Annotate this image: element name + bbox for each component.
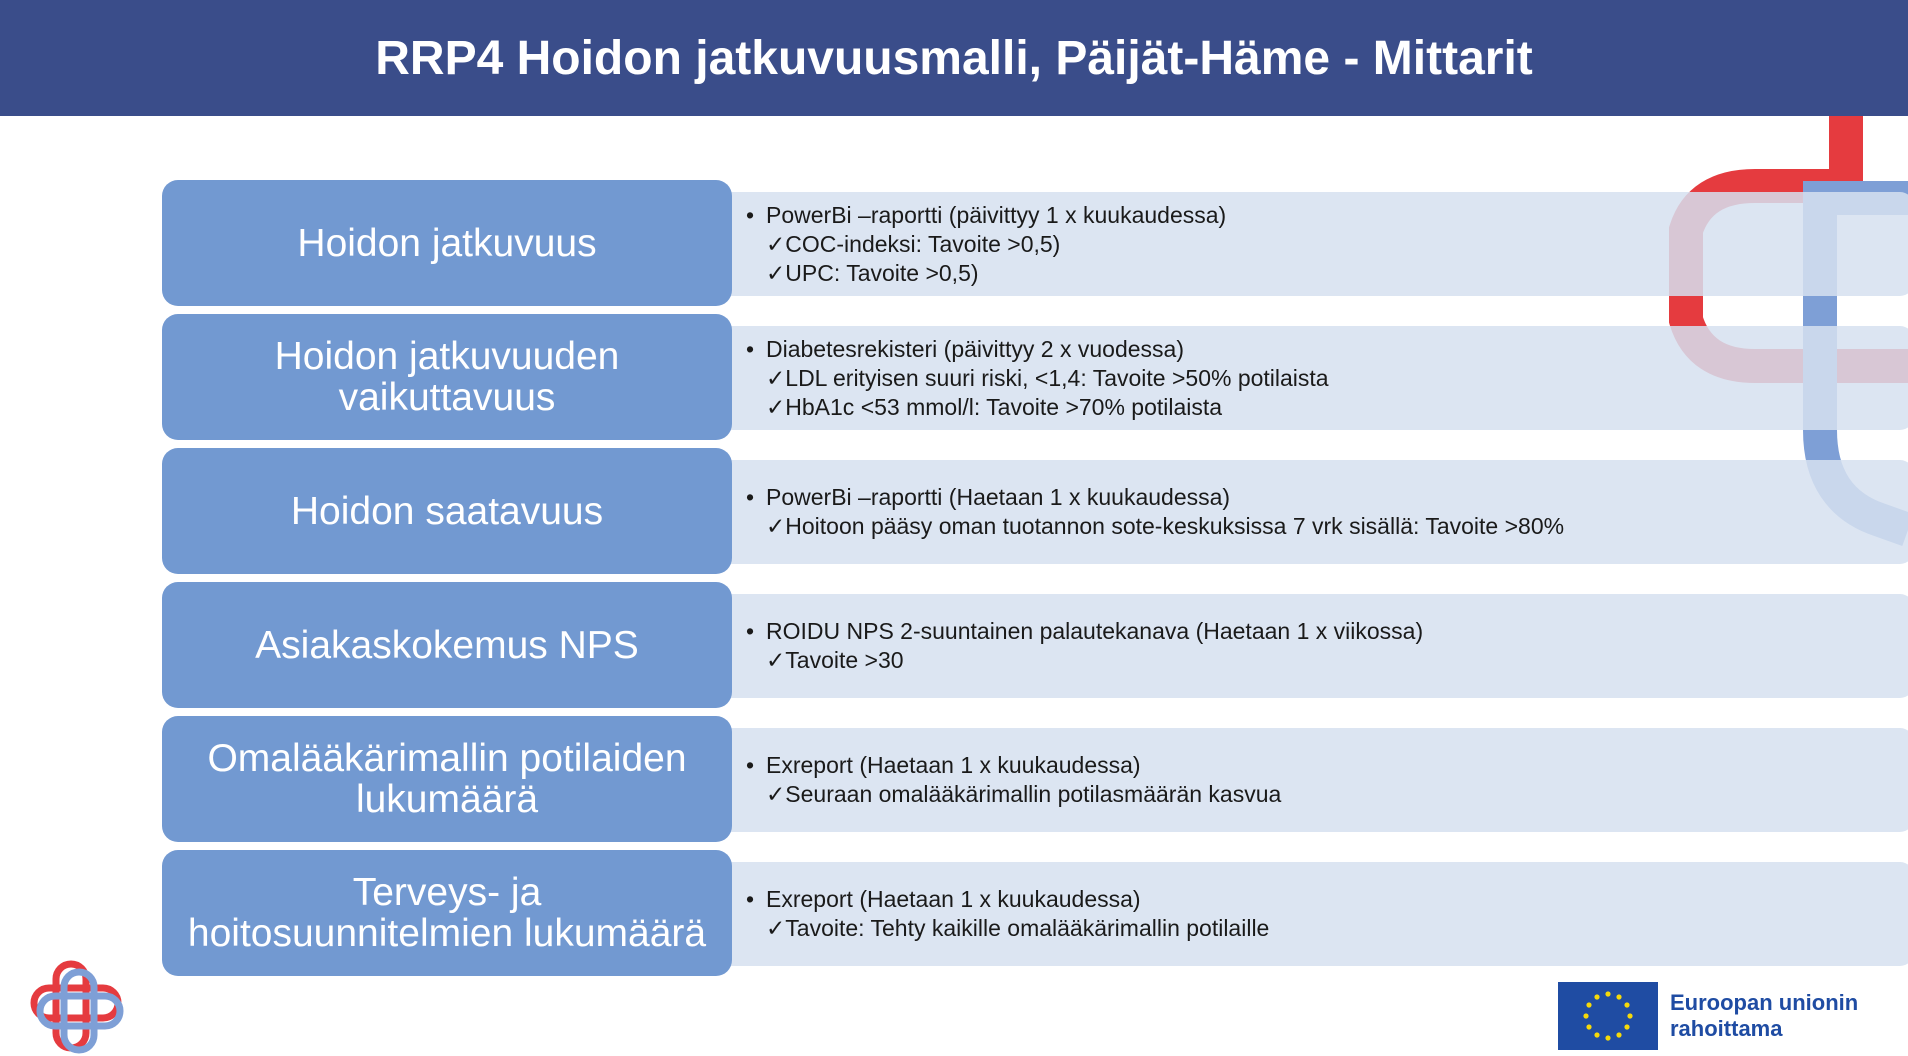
metric-detail (724, 460, 1908, 564)
page-title: RRP4 Hoidon jatkuvuusmalli, Päijät-Häme - Mittarit (375, 31, 1533, 85)
eu-flag-icon (1558, 982, 1658, 1050)
metric-label: Hoidon saatavuus (162, 448, 732, 574)
metric-detail (724, 594, 1908, 698)
metric-detail (724, 862, 1908, 966)
detail-item: ✓LDL erityisen suuri riski, <1,4: Tavoite >50% potilaista (766, 364, 1329, 391)
metric-row (162, 582, 1756, 708)
bullet-icon: • (746, 201, 755, 228)
metric-label: Omalääkärimallin potilaiden lukumäärä (162, 716, 732, 842)
detail-head-text: PowerBi –raportti (Haetaan 1 x kuukaudessa) (766, 484, 1231, 510)
metric-label: Hoidon jatkuvuus (162, 180, 732, 306)
eu-funding-text: Euroopan unionin rahoittama (1670, 990, 1859, 1041)
detail-head (746, 885, 1908, 914)
bullet-icon: • (746, 618, 755, 644)
metrics-list (162, 180, 1756, 984)
metric-row (162, 180, 1756, 306)
detail-head-text: ROIDU NPS 2-suuntainen palautekanava (Haetaan 1 x viikossa) (766, 618, 1424, 644)
metric-label: Hoidon jatkuvuuden vaikuttavuus (162, 314, 732, 440)
metric-label: Asiakaskokemus NPS (162, 582, 732, 708)
detail-item: ✓Tavoite: Tehty kaikille omalääkärimallin potilaille (766, 915, 1270, 941)
detail-head-text: Diabetesrekisteri (päivittyy 2 x vuodessa) (766, 335, 1184, 362)
bullet-icon: • (746, 752, 755, 778)
detail-head (746, 617, 1908, 646)
detail-head (746, 483, 1908, 512)
metric-row (162, 716, 1756, 842)
metric-detail (724, 728, 1908, 832)
detail-item: ✓UPC: Tavoite >0,5) (766, 259, 979, 286)
metric-row (162, 850, 1756, 976)
detail-item: ✓HbA1c <53 mmol/l: Tavoite >70% potilaista (766, 393, 1223, 420)
detail-item: ✓Hoitoon pääsy oman tuotannon sote-keskuksissa 7 vrk sisällä: Tavoite >80% (766, 513, 1565, 539)
cross-logo-icon (28, 958, 124, 1054)
bullet-icon: • (746, 886, 755, 912)
metric-label: Terveys- ja hoitosuunnitelmien lukumäärä (162, 850, 732, 976)
detail-head (746, 335, 1908, 364)
metric-detail (724, 192, 1908, 296)
metric-row (162, 448, 1756, 574)
detail-head-text: Exreport (Haetaan 1 x kuukaudessa) (766, 886, 1141, 912)
metric-detail (724, 326, 1908, 430)
detail-head (746, 201, 1908, 230)
header-bar (0, 0, 1908, 116)
detail-item: ✓Tavoite >30 (766, 647, 904, 673)
detail-item: ✓COC-indeksi: Tavoite >0,5) (766, 230, 1061, 257)
detail-item: ✓Seuraan omalääkärimallin potilasmäärän kasvua (766, 781, 1282, 807)
detail-head (746, 751, 1908, 780)
bullet-icon: • (746, 484, 755, 510)
detail-head-text: PowerBi –raportti (päivittyy 1 x kuukaudessa) (766, 201, 1227, 228)
bullet-icon: • (746, 335, 755, 362)
detail-head-text: Exreport (Haetaan 1 x kuukaudessa) (766, 752, 1141, 778)
eu-funding-badge (1558, 982, 1858, 1050)
metric-row (162, 314, 1756, 440)
